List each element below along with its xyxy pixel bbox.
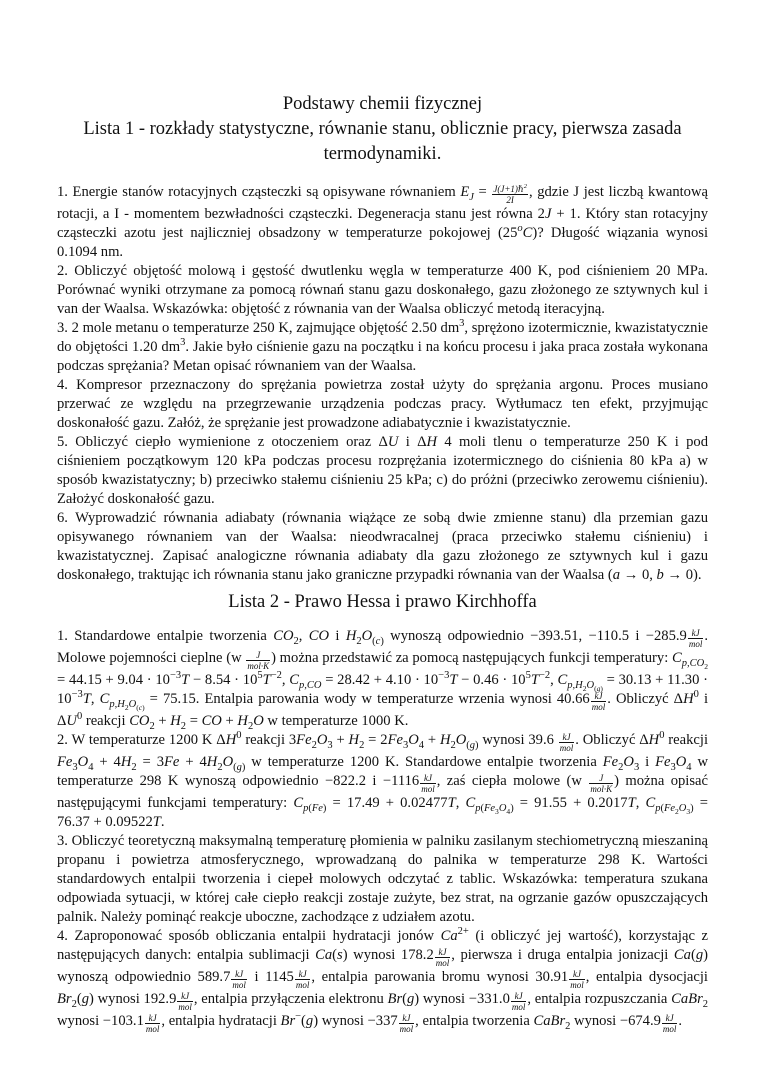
list1-problems xyxy=(57,183,708,585)
document-title: Podstawy chemii fizycznej xyxy=(282,94,483,114)
problem-paragraph: 1. Energie stanów rotacyjnych cząsteczki są opisywane równaniem $E_J$ = $\frac{J(J+1)\hbar^2}{2I}$ , gdzie J jest liczbą kwantową rotacji, a I - momentem bezwładności cząsteczki. Degeneracja stanu jest równa 2J + 1. Który stan rotacyjny cząsteczki azotu jest najliczniej obsadzony w temperaturze pokojowej (25$^o$C)? Długość wiązania wynosi 0.1094 nm. xyxy=(57,183,709,260)
problem-paragraph: 3. Obliczyć teoretyczną maksymalną temperaturę płomienia w palniku zasilanym stechiometryczną mieszaniną propanu i powietrza atmosferycznego, wprowadzaną do palnika w temperaturze 298 K. Wartości standardowych entalpii tworzenia i ciepeł molowych odczytać z tablic. Wskazówka: temperatura szukana odpowiada sytuacji, w której całe ciepło reakcji zostaje zużyte, bez strat, na ogrzanie gazów opuszczających palnik. Należy pominąć reakcje uboczne, zachodzące z udziałem azotu. xyxy=(57,833,708,925)
problem-paragraph: 3. 2 mole metanu o temperaturze 250 K, zajmujące objętość 2.50 $dm^3$, sprężono izotermicznie, kwazistatycznie do objętości 1.20 $dm^3$. Jakie było ciśnienie gazu na początku i na końcu procesu i jaka praca została wykonana podczas sprężania? Metan opisać równaniem van der Waalsa. xyxy=(57,318,708,374)
list1-heading: Lista 1 - rozkłady statystyczne, równanie stanu, oblicznie pracy, pierwsza zasada xyxy=(83,119,682,139)
problem-paragraph: 5. Obliczyć ciepło wymienione z otoczeniem oraz ΔU i ΔH 4 moli tlenu o temperaturze 250 K i pod ciśnieniem początkowym 120 kPa podczas procesu rozprężania izotermicznego do ciśnienia 80 kPa a) w sposób kwazistatyczny; b) przeciwko stałemu ciśnieniu 25 kPa; c) do próżni (przeciwko zerowemu ciśnieniu). Założyć doskonałość gazu. xyxy=(57,434,708,507)
problem-paragraph: 6. Wyprowadzić równania adiabaty (równania wiążące ze sobą dwie zmienne stanu) dla przemian gazu opisywanego równaniem van der Waalsa: nieodwracalnej (praca przeciwko stałemu ciśnieniu) i kwazistatycznej. Zapisać analogiczne równania adiabaty dla gazu złożonego ze sztywnych kul i gazu doskonałego, traktując ich równania stanu jako graniczne przypadki równania van der Waalsa (a → 0, b → 0). xyxy=(57,510,708,583)
list2-problems xyxy=(57,627,708,1034)
problem-paragraph: 4. Kompresor przeznaczony do sprężania powietrza został użyty do sprężania argonu. Proces musiano przerwać ze względu na przegrzewanie urządzenia podczas pracy. Wytłumacz ten efekt, przyjmując doskonałość gazu. Załóż, że sprężanie jest prowadzone adiabatycznie i kwazistatycznie. xyxy=(57,377,708,431)
list1-heading-continued: termodynamiki. xyxy=(323,144,442,164)
problem-paragraph: 2. Obliczyć objętość molową i gęstość dwutlenku węgla w temperaturze 400 K, pod ciśnieniem 20 MPa. Porównać wyniki otrzymane za pomocą równań stanu gazu doskonałego, gazu złożonego ze sztywnych kul i van der Waalsa. Wskazówka: objętość z równania van der Waalsa obliczyć metodą iteracyjną. xyxy=(57,263,708,317)
problem-paragraph: 1. Standardowe entalpie tworzenia $CO_2$, CO i $H_2O_{(c)}$ wynoszą odpowiednio −393.51, −110.5 i −285.9 $\frac{kJ}{\text{mol}}$ . Molowe pojemności cieplne (w $\frac{J}{\text{mol·K}}$ ) można przedstawić za pomocą następujących funkcji temperatury: $C_{p,CO_2} = 44.15 + 9.04 \cdot 10^{-3}T - 8.54 \cdot 10^5T^{-2}$, $C_{p,CO} = 28.42 + 4.10 \cdot 10^{-3}T - 0.46 \cdot 10^5T^{-2}$, $C_{p,H_2O_{(g)}} = 30.13 + 11.30 \cdot 10^{-3}T$, $C_{p,H_2O_{(c)}} = 75.15$. Entalpia parowania wody w temperaturze wrzenia wynosi 40.66 $\frac{kJ}{\text{mol}}$ . Obliczyć $\Delta H^0$ i $\Delta U^0$ reakcji $CO_2 + H_2$ = CO + $H_2O$ w temperaturze 1000 K. xyxy=(57,628,708,732)
problem-paragraph: 2. W temperaturze 1200 K $\Delta H^0$ reakcji $3Fe_2O_3 + H_2 = 2Fe_3O_4 + H_2O_{(g)}$ wynosi 39.6 $\frac{kJ}{\text{mol}}$ . Obliczyć $\Delta H^0$ reakcji $Fe_3O_4 + 4H_2 = 3Fe + 4H_2O_{(g)}$ w temperaturze 1200 K. Standardowe entalpie tworzenia $Fe_2O_3$ i $Fe_3O_4$ w temperaturze 298 K wynoszą odpowiednio −822.2 i −1116 $\frac{kJ}{\text{mol}}$ , zaś ciepła molowe (w $\frac{J}{\text{mol·K}}$ ) można opisać następującymi funkcjami temperatury: $C_{p(Fe)} = 17.49 + 0.02477T$, $C_{p(Fe_3O_4)} = 91.55 + 0.2017T$, $C_{p(Fe_2O_3)} = 76.37 + 0.09522T$. xyxy=(57,730,709,830)
problem-paragraph: 4. Zaproponować sposób obliczania entalpii hydratacji jonów $Ca^{2+}$ (i obliczyć jej wartość), korzystając z następujących danych: entalpia sublimacji Ca(s) wynosi 178.2 $\frac{kJ}{\text{mol}}$ , pierwsza i druga entalpia jonizacji Ca(g) wynoszą odpowiednio 589.7 $\frac{kJ}{\text{mol}}$ i 1145 $\frac{kJ}{\text{mol}}$ , entalpia parowania bromu wynosi 30.91 $\frac{kJ}{\text{mol}}$ , entalpia dysocjacji $Br_2(g)$ wynosi 192.9 $\frac{kJ}{\text{mol}}$ , entalpia przyłączenia elektronu Br(g) wynosi −331.0 $\frac{kJ}{\text{mol}}$ , entalpia rozpuszczania CaBr$_2$ wynosi −103.1 $\frac{kJ}{\text{mol}}$ , entalpia hydratacji Br−(g) wynosi −337 $\frac{kJ}{\text{mol}}$ , entalpia tworzenia CaBr$_2$ wynosi −674.9 $\frac{kJ}{\text{mol}}$ . xyxy=(57,926,708,1034)
list2-heading: Lista 2 - Prawo Hessa i prawo Kirchhoffa xyxy=(228,592,537,612)
